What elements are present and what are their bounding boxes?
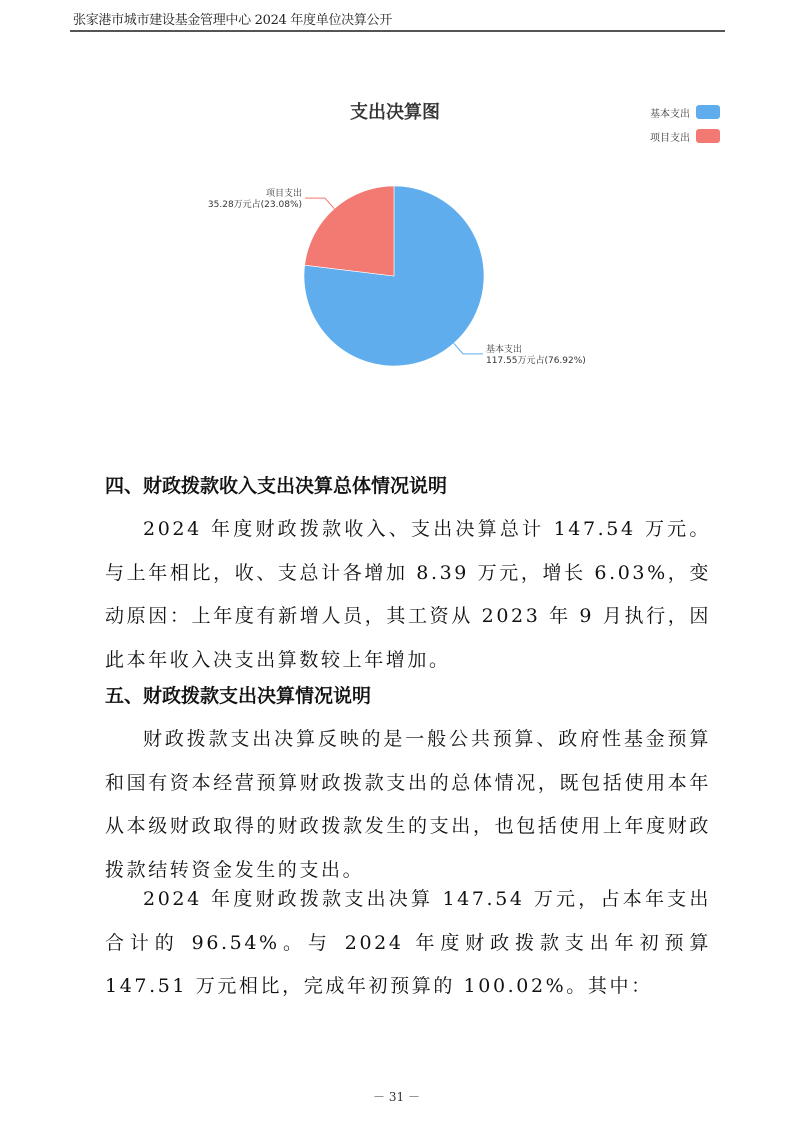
pie-label-line xyxy=(305,198,334,208)
section-5-paragraph-1: 财政拨款支出决算反映的是一般公共预算、政府性基金预算和国有资本经营预算财政拨款支出的总体情况，既包括使用本年从本级财政取得的财政拨款发生的支出，也包括使用上年度财政拨款结转资金发生的支出。 xyxy=(105,728,711,881)
expenditure-pie-chart xyxy=(0,80,793,400)
legend-item-basic[interactable] xyxy=(620,100,720,124)
section-4-heading: 四、财政拨款收入支出决算总体情况说明 xyxy=(105,475,448,497)
section-5-heading: 五、财政拨款支出决算情况说明 xyxy=(105,685,372,707)
pie-label-value: 117.55万元占(76.92%) xyxy=(485,355,586,366)
page-number: － 31 － xyxy=(373,1090,420,1104)
legend-swatch-project xyxy=(696,129,720,143)
legend-label: 项目支出 xyxy=(650,132,690,144)
section-5-paragraph-2: 2024 年度财政拨款支出决算 147.54 万元，占本年支出合计的 96.54%。与 2024 年度财政拨款支出年初预算 147.51 万元相比，完成年初预算的 100.02%。其中： xyxy=(105,888,711,997)
header-divider xyxy=(70,30,725,32)
legend-item-project[interactable] xyxy=(620,124,720,148)
pie-label-value: 35.28万元占(23.08%) xyxy=(207,200,303,211)
pie-label-name: 基本支出 xyxy=(485,344,522,355)
pie-slice-project[interactable] xyxy=(305,186,394,276)
chart-legend xyxy=(620,100,720,148)
document-header: 张家港市城市建设基金管理中心 2024 年度单位决算公开 xyxy=(73,13,392,28)
legend-label: 基本支出 xyxy=(650,108,690,120)
pie-label-line xyxy=(454,343,483,353)
legend-swatch-basic xyxy=(696,105,720,119)
pie-label-name: 项目支出 xyxy=(266,189,303,200)
chart-title: 支出决算图 xyxy=(350,102,440,123)
section-4-paragraph: 2024 年度财政拨款收入、支出决算总计 147.54 万元。与上年相比，收、支总计各增加 8.39 万元，增长 6.03%，变动原因：上年度有新增人员，其工资从 2023 年 9 月执行，因此本年收入决支出算数较上年增加。 xyxy=(105,518,711,671)
